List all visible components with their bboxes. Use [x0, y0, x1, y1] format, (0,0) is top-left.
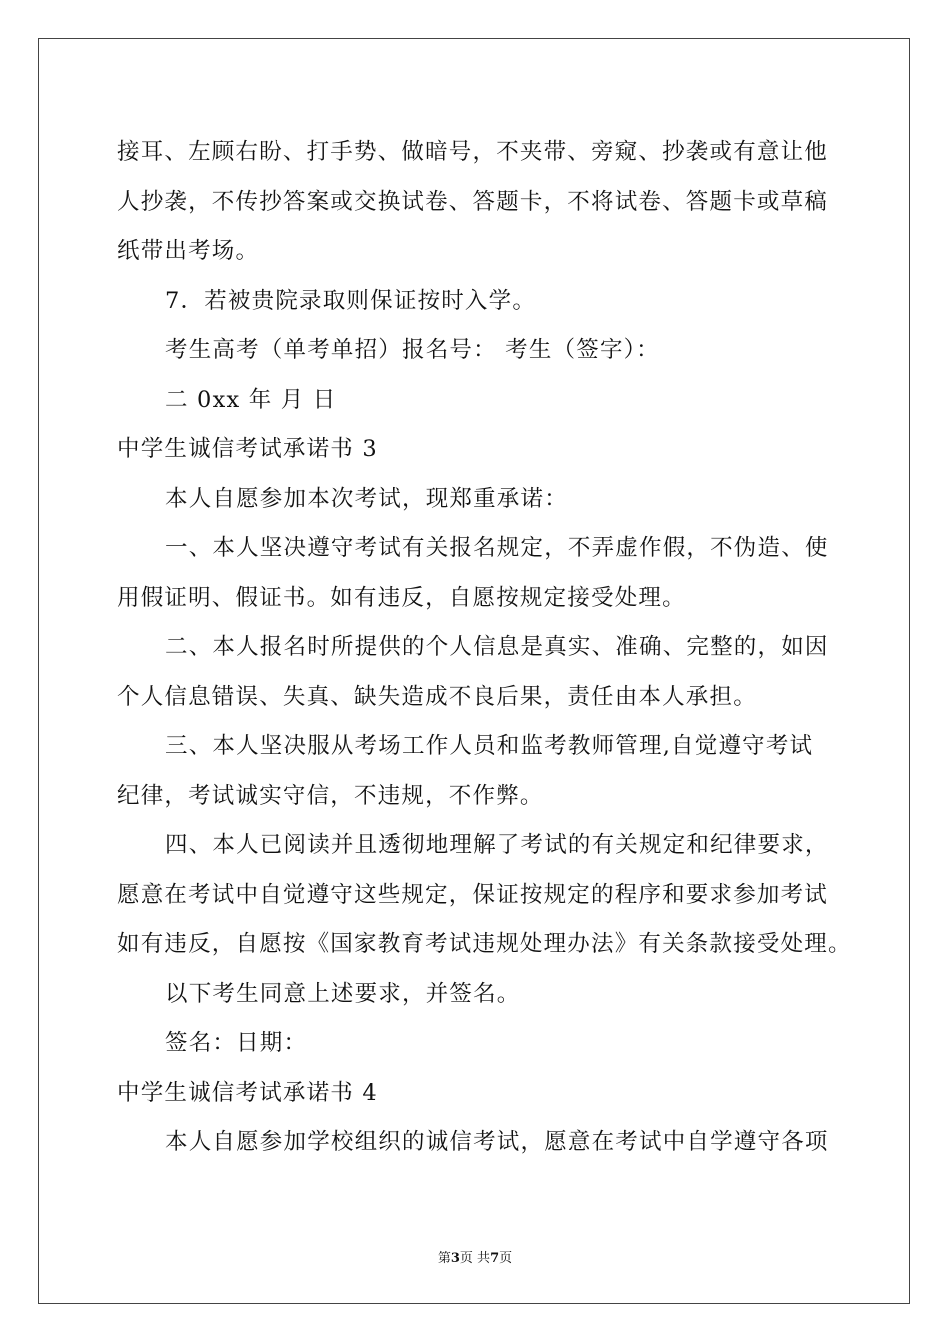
page-suffix: 页 — [499, 1251, 513, 1266]
text-line: 二、本人报名时所提供的个人信息是真实、准确、完整的，如因 — [165, 634, 829, 660]
text-line: 愿意在考试中自觉遵守这些规定，保证按规定的程序和要求参加考试 — [117, 881, 829, 908]
page-separator: 页 共 — [459, 1251, 491, 1266]
page-prefix: 第 — [437, 1251, 451, 1266]
page-footer — [0, 1247, 950, 1266]
text-line: 三、本人坚决服从考场工作人员和监考教师管理,自觉遵守考试 — [165, 733, 814, 759]
text-line: 一、本人坚决遵守考试有关报名规定，不弄虚作假，不伪造、使 — [165, 535, 829, 561]
text-line: 二 0xx 年 月 日 — [165, 386, 337, 413]
text-line: 考生高考（单考单招）报名号： 考生（签字）： — [165, 337, 660, 363]
text-line: 个人信息错误、失真、缺失造成不良后果，责任由本人承担。 — [117, 683, 757, 710]
current-page-number: 3 — [450, 1251, 460, 1266]
text-line: 如有违反，自愿按《国家教育考试违规处理办法》有关条款接受处理。 — [117, 931, 852, 957]
total-page-count: 7 — [490, 1251, 500, 1266]
text-line: 接耳、左顾右盼、打手势、做暗号，不夹带、旁窥、抄袭或有意让他 — [117, 139, 829, 165]
text-line: 本人自愿参加学校组织的诚信考试，愿意在考试中自学遵守各项 — [165, 1129, 829, 1155]
document-body — [117, 128, 852, 1168]
text-line: 纪律，考试诚实守信，不违规，不作弊。 — [117, 782, 544, 809]
text-line: 人抄袭，不传抄答案或交换试卷、答题卡，不将试卷、答题卡或草稿 — [117, 188, 829, 215]
text-line: 本人自愿参加本次考试，现郑重承诺： — [165, 485, 568, 512]
text-line: 四、本人已阅读并且透彻地理解了考试的有关规定和纪律要求， — [165, 832, 829, 858]
text-line: 以下考生同意上述要求，并签名。 — [165, 980, 521, 1007]
text-line: 签名：日期： — [165, 1030, 308, 1056]
text-line: 纸带出考场。 — [117, 238, 260, 264]
text-line: 中学生诚信考试承诺书 3 — [117, 436, 378, 462]
text-line: 7．若被贵院录取则保证按时入学。 — [165, 287, 537, 314]
text-line: 中学生诚信考试承诺书 4 — [117, 1079, 378, 1106]
text-line: 用假证明、假证书。如有违反，自愿按规定接受处理。 — [117, 584, 686, 611]
